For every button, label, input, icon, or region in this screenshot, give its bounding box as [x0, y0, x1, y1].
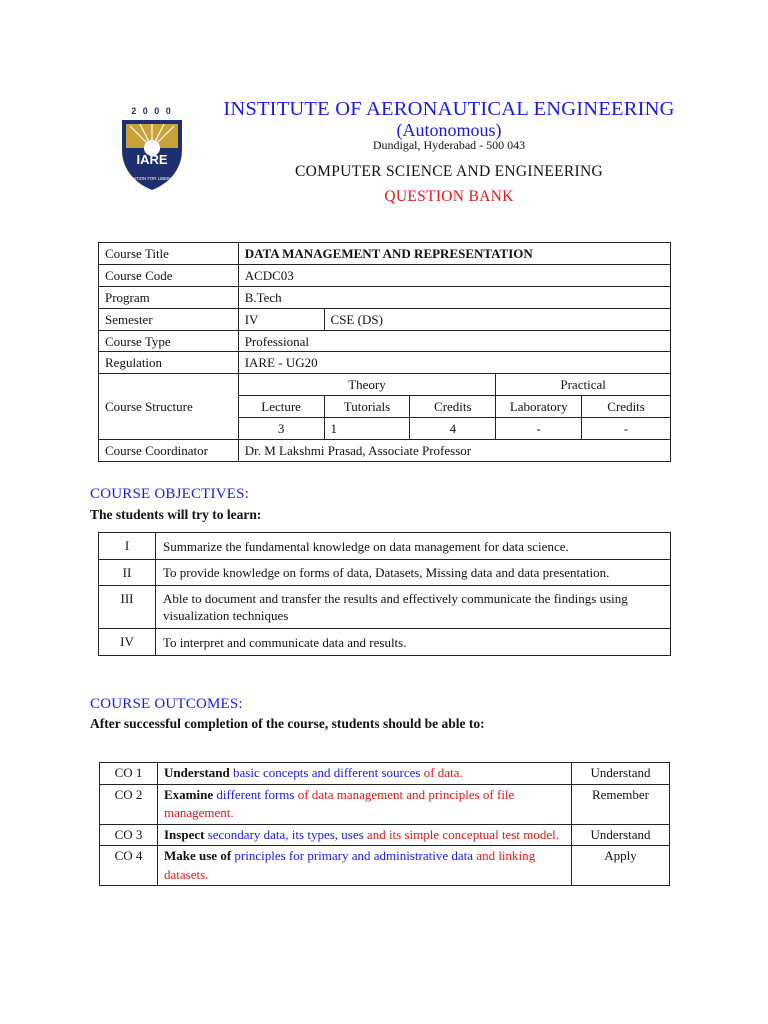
regulation-label: Regulation	[99, 352, 239, 374]
tutorials-value: 1	[324, 418, 410, 440]
course-title-label: Course Title	[99, 243, 239, 265]
practical-credits-value: -	[582, 418, 671, 440]
document-type: QUESTION BANK	[384, 188, 514, 205]
course-type-row	[99, 330, 671, 352]
structure-header-row	[99, 374, 671, 396]
institute-name: INSTITUTE OF AERONAUTICAL ENGINEERING	[223, 98, 675, 120]
blooms-level: Apply	[572, 846, 670, 886]
outcome-text	[158, 784, 572, 824]
practical-credits-header: Credits	[582, 396, 671, 418]
program-label: Program	[99, 286, 239, 308]
table-row	[99, 533, 671, 560]
outcome-blue-text: secondary data, its types, uses	[204, 826, 364, 842]
table-row	[100, 824, 670, 846]
laboratory-value: -	[496, 418, 582, 440]
table-row	[99, 629, 671, 656]
lecture-header: Lecture	[238, 396, 324, 418]
outcomes-table	[99, 762, 670, 886]
practical-header: Practical	[496, 374, 671, 396]
branch-value: CSE (DS)	[324, 308, 670, 330]
outcome-text	[158, 763, 572, 785]
outcome-text	[158, 824, 572, 846]
table-row	[100, 763, 670, 785]
semester-value: IV	[238, 308, 324, 330]
objectives-title: COURSE OBJECTIVES:	[90, 486, 250, 502]
laboratory-header: Laboratory	[496, 396, 582, 418]
outcome-blue-text: principles for primary and administrative data	[231, 848, 474, 863]
objective-text: Summarize the fundamental knowledge on data management for data science.	[156, 533, 671, 560]
institute-address: Dundigal, Hyderabad - 500 043	[372, 138, 526, 152]
semester-row	[99, 308, 671, 330]
outcome-number: CO 2	[100, 784, 158, 824]
outcomes-subtitle: After successful completion of the course, students should be able to:	[90, 716, 485, 731]
table-row	[100, 846, 670, 886]
course-code-row	[99, 264, 671, 286]
credits-value: 4	[410, 418, 496, 440]
credits-header: Credits	[410, 396, 496, 418]
objective-number: II	[99, 560, 156, 586]
table-row	[99, 560, 671, 586]
course-structure-label: Course Structure	[99, 374, 239, 440]
course-type-label: Course Type	[99, 330, 239, 352]
objective-number: III	[99, 586, 156, 629]
course-type-value: Professional	[238, 330, 670, 352]
outcome-verb: Make use of	[164, 848, 232, 863]
coordinator-value: Dr. M Lakshmi Prasad, Associate Professor	[238, 440, 670, 462]
outcome-red-text: and its simple conceptual test model.	[363, 826, 559, 842]
program-row	[99, 286, 671, 308]
outcome-verb: Understand	[164, 765, 230, 780]
course-title-value: DATA MANAGEMENT AND REPRESENTATION	[238, 243, 670, 265]
logo-year: 2 0 0 0	[131, 106, 173, 116]
logo-mark: IARE	[136, 152, 168, 167]
course-code-label: Course Code	[99, 264, 239, 286]
outcome-red-text: of data management and principles of file management.	[164, 786, 515, 820]
iare-logo	[110, 104, 194, 196]
objectives-subtitle: The students will try to learn:	[90, 507, 262, 522]
outcome-text	[158, 846, 572, 886]
regulation-row	[99, 352, 671, 374]
outcome-verb: Inspect	[164, 826, 205, 842]
blooms-level: Understand	[572, 763, 670, 785]
outcome-red-text: and linking datasets.	[164, 848, 536, 882]
lecture-value: 3	[238, 418, 324, 440]
objective-text: Able to document and transfer the results and effectively communicate the findings using visualization techniques	[156, 586, 671, 629]
blooms-level: Remember	[572, 784, 670, 824]
outcome-verb: Examine	[164, 786, 214, 802]
autonomous-label: (Autonomous)	[396, 120, 502, 140]
logo-ring-text: EDUCATION FOR LIBERATION	[121, 176, 183, 181]
outcomes-title: COURSE OUTCOMES:	[90, 696, 243, 712]
table-row	[100, 784, 670, 824]
course-info-table	[98, 242, 671, 462]
outcome-number: CO 4	[100, 846, 158, 886]
semester-label: Semester	[99, 308, 239, 330]
objectives-table	[98, 532, 671, 656]
tutorials-header: Tutorials	[324, 396, 410, 418]
department-name: COMPUTER SCIENCE AND ENGINEERING	[295, 163, 603, 180]
coordinator-row	[99, 440, 671, 462]
outcome-blue-text: different forms	[213, 786, 298, 802]
objective-number: I	[99, 533, 156, 560]
coordinator-label: Course Coordinator	[99, 440, 239, 462]
objective-text: To provide knowledge on forms of data, Datasets, Missing data and data presentation.	[156, 560, 671, 586]
regulation-value: IARE - UG20	[238, 352, 670, 374]
outcome-number: CO 3	[100, 824, 158, 846]
outcome-red-text: of data.	[423, 765, 463, 780]
outcome-number: CO 1	[100, 763, 158, 785]
program-value: B.Tech	[238, 286, 670, 308]
course-title-row	[99, 243, 671, 265]
table-row	[99, 586, 671, 629]
objective-number: IV	[99, 629, 156, 656]
objective-text: To interpret and communicate data and results.	[156, 629, 671, 656]
course-code-value: ACDC03	[238, 264, 670, 286]
outcome-blue-text: basic concepts and different sources	[229, 765, 424, 780]
theory-header: Theory	[238, 374, 496, 396]
blooms-level: Understand	[572, 824, 670, 846]
